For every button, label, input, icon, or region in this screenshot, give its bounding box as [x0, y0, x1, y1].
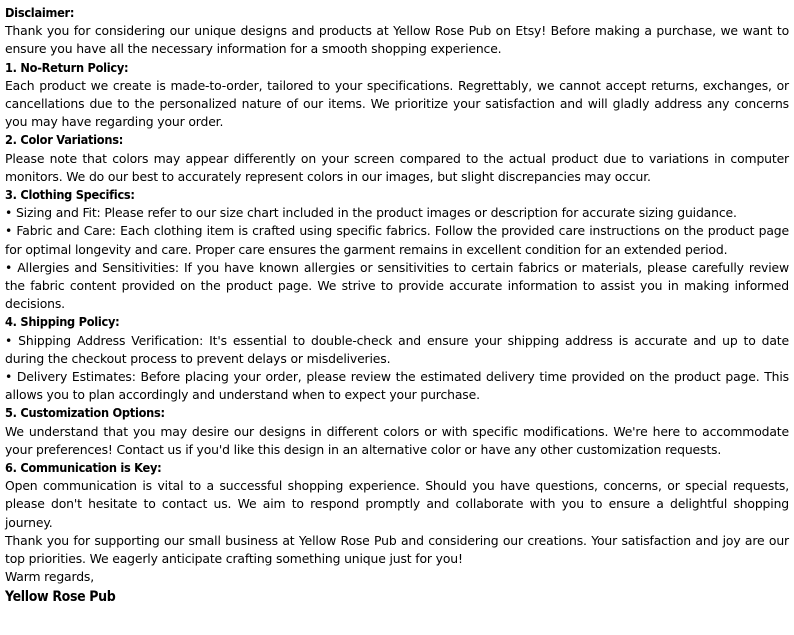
- policy-document: [5, 4, 789, 607]
- clothing-specifics-heading: 3. Clothing Specifics:: [5, 187, 135, 203]
- disclaimer-heading: Disclaimer:: [5, 5, 75, 20]
- closing-regards: Warm regards,: [5, 569, 95, 585]
- delivery-estimates-item: • Delivery Estimates: Before placing your order, please review the estimated delivery time provided on the product page. This allows you to plan accordingly and understand when to expect your purchase.: [5, 369, 789, 403]
- color-variations-heading: 2. Color Variations:: [5, 132, 124, 148]
- fabric-care-item: • Fabric and Care: Each clothing item is crafted using specific fabrics. Follow the provided care instructions on the product page for optimal longevity and care. Proper care ensures the garment remains in excellent condition for an extended period.: [5, 223, 789, 257]
- customization-text: We understand that you may desire our designs in different colors or with specific modifications. We're here to accommodate your preferences! Contact us if you'd like this design in an alternative color or have any other customization requests.: [5, 423, 789, 457]
- signature: Yellow Rose Pub: [5, 588, 116, 605]
- closing-thanks: Thank you for supporting our small business at Yellow Rose Pub and considering our creations. Your satisfaction and joy are our top priorities. We eagerly anticipate crafting something unique just for you!: [5, 532, 789, 567]
- sizing-fit-item: • Sizing and Fit: Please refer to our size chart included in the product images or description for accurate sizing guidance.: [5, 205, 737, 221]
- communication-text: Open communication is vital to a successful shopping experience. Should you have questions, concerns, or special requests, please don't hesitate to contact us. We aim to respond promptly and collaborate with you to ensure a delightful shopping journey.: [5, 478, 789, 530]
- allergies-item: • Allergies and Sensitivities: If you have known allergies or sensitivities to certain fabrics or materials, please carefully review the fabric content provided on the product page. We strive to provide accurate information to assist you in making informed decisions.: [5, 259, 789, 312]
- shipping-policy-heading: 4. Shipping Policy:: [5, 314, 120, 330]
- color-variations-text: Please note that colors may appear differently on your screen compared to the actual product due to variations in computer monitors. We do our best to accurately represent colors in our images, but slight discrepancies may occur.: [5, 150, 789, 184]
- address-verification-item: • Shipping Address Verification: It's essential to double-check and ensure your shipping address is accurate and up to date during the checkout process to prevent delays or misdeliveries.: [5, 332, 789, 366]
- no-return-heading: 1. No-Return Policy:: [5, 59, 129, 75]
- customization-heading: 5. Customization Options:: [5, 405, 165, 421]
- disclaimer-intro: Thank you for considering our unique designs and products at Yellow Rose Pub on Etsy! Before making a purchase, we want to ensure you have all the necessary information for a smooth shopping experience.: [5, 23, 789, 57]
- no-return-text: Each product we create is made-to-order, tailored to your specifications. Regrettably, we cannot accept returns, exchanges, or cancellations due to the personalized nature of our items. We prioritize your satisfaction and will gladly address any concerns you may have regarding your order.: [5, 77, 789, 130]
- communication-heading: 6. Communication is Key:: [5, 460, 162, 476]
